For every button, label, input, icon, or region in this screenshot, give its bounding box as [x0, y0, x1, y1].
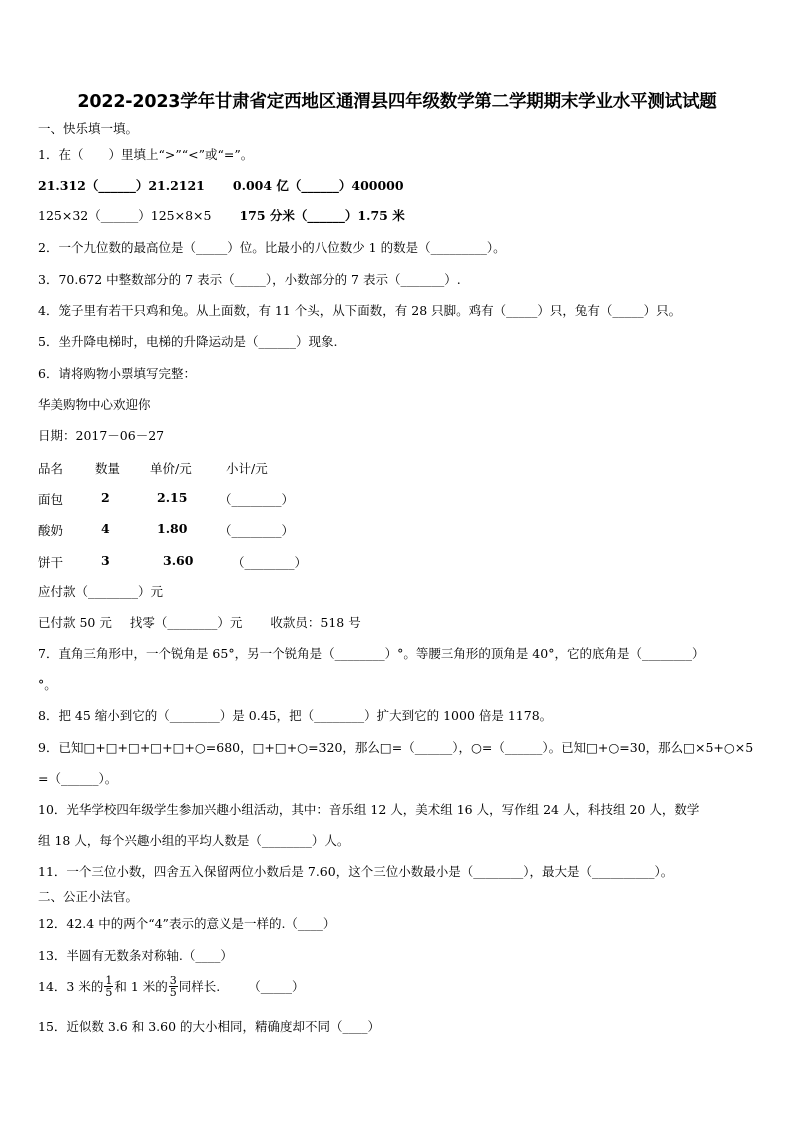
question-6-stem: 6．请将购物小票填写完整：	[38, 366, 196, 381]
receipt-cashier: 收款员：518 号	[270, 615, 361, 630]
receipt-row-name: 面包	[38, 492, 64, 507]
receipt-row-subtotal: （________）	[232, 555, 308, 570]
question-4: 4．笼子里有若干只鸡和兔。从上面数，有 11 个头，从下面数，有 28 只脚。鸡有（_____）只，兔有（_____）只。	[38, 303, 682, 318]
q14-text-post: 同样长.	[178, 979, 221, 994]
receipt-change: 找零（________）元	[129, 615, 243, 630]
fraction-denominator: 5	[169, 986, 177, 999]
question-9-line-2: =（______）。	[38, 771, 118, 786]
receipt-row-price: 1.80	[157, 521, 188, 536]
receipt-payable: 应付款（________）元	[38, 584, 164, 599]
question-13: 13．半圆有无数条对称轴.（____）	[38, 948, 233, 963]
q14-text-mid: 和 1 米的	[114, 979, 168, 994]
question-8: 8．把 45 缩小到它的（________）是 0.45，把（________）扩大到它的 1000 倍是 1178。	[38, 708, 553, 723]
q14-text-pre: 14．3 米的	[38, 979, 104, 994]
fraction-denominator: 5	[105, 986, 113, 999]
receipt-row-qty: 3	[101, 553, 110, 568]
receipt-row-qty: 4	[101, 521, 110, 536]
question-12: 12．42.4 中的两个“4”表示的意义是一样的.（____）	[38, 916, 336, 931]
question-7-line-2: °。	[38, 677, 57, 692]
receipt-payment-line	[38, 615, 361, 630]
question-1-stem: 1．在（ ）里填上“>”“<”或“=”。	[38, 147, 254, 162]
receipt-paid: 已付款 50 元	[38, 615, 112, 630]
page-title: 2022-2023学年甘肃省定西地区通渭县四年级数学第二学期期末学业水平测试试题	[77, 92, 717, 112]
question-10-line-2: 组 18 人，每个兴趣小组的平均人数是（________）人。	[38, 833, 350, 848]
receipt-date: 日期：2017－06－27	[38, 428, 165, 443]
fraction-numerator: 3	[169, 974, 177, 987]
fraction-numerator: 1	[105, 974, 113, 987]
question-2: 2．一个九位数的最高位是（_____）位。比最小的八位数少 1 的数是（_________）。	[38, 240, 506, 255]
fraction-three-fifths	[169, 975, 178, 998]
receipt-row-price: 2.15	[157, 490, 188, 505]
question-14	[38, 976, 305, 999]
question-15: 15．近似数 3.6 和 3.60 的大小相同，精确度却不同（____）	[38, 1019, 381, 1034]
question-1-row-1	[38, 178, 404, 193]
question-10-line-1: 10．光华学校四年级学生参加兴趣小组活动，其中：音乐组 12 人，美术组 16 人，写作组 24 人，科技组 20 人，数学	[38, 802, 700, 817]
receipt-header-qty: 数量	[95, 461, 121, 476]
section-heading-judge: 二、公正小法官。	[38, 889, 139, 904]
section-heading-fill: 一、快乐填一填。	[38, 121, 139, 136]
receipt-row-subtotal: （________）	[219, 523, 295, 538]
receipt-row-qty: 2	[101, 490, 110, 505]
receipt-header-price: 单价/元	[150, 461, 192, 476]
q1-compare-a: 21.312（______）21.2121	[38, 178, 205, 193]
question-1-row-2	[38, 208, 405, 223]
question-9-line-1: 9．已知□+□+□+□+□+○=680，□+□+○=320，那么□=（______），○=（______）。已知□+○=30，那么□×5+○×5	[38, 740, 754, 755]
q1-compare-c: 125×32（______）125×8×5	[38, 208, 212, 223]
question-11: 11．一个三位小数，四舍五入保留两位小数后是 7.60，这个三位小数最小是（________），最大是（__________）。	[38, 864, 674, 879]
receipt-row-name: 酸奶	[38, 523, 64, 538]
q14-answer-blank: （_____）	[248, 979, 305, 994]
receipt-header-name: 品名	[38, 461, 64, 476]
question-3: 3．70.672 中整数部分的 7 表示（_____），小数部分的 7 表示（_______）.	[38, 272, 461, 287]
receipt-row-name: 饼干	[38, 555, 64, 570]
receipt-shop-name: 华美购物中心欢迎你	[38, 397, 151, 412]
receipt-header-subtotal: 小计/元	[226, 461, 268, 476]
question-5: 5．坐升降电梯时，电梯的升降运动是（______）现象.	[38, 334, 338, 349]
receipt-row-price: 3.60	[163, 553, 194, 568]
question-7-line-1: 7．直角三角形中，一个锐角是 65°，另一个锐角是（________）°。等腰三角形的顶角是 40°，它的底角是（________）	[38, 646, 705, 661]
fraction-one-fifth	[104, 975, 113, 998]
q1-compare-b: 0.004 亿（______）400000	[232, 178, 404, 193]
q1-compare-d: 175 分米（______）1.75 米	[239, 208, 405, 223]
receipt-row-subtotal: （________）	[219, 492, 295, 507]
